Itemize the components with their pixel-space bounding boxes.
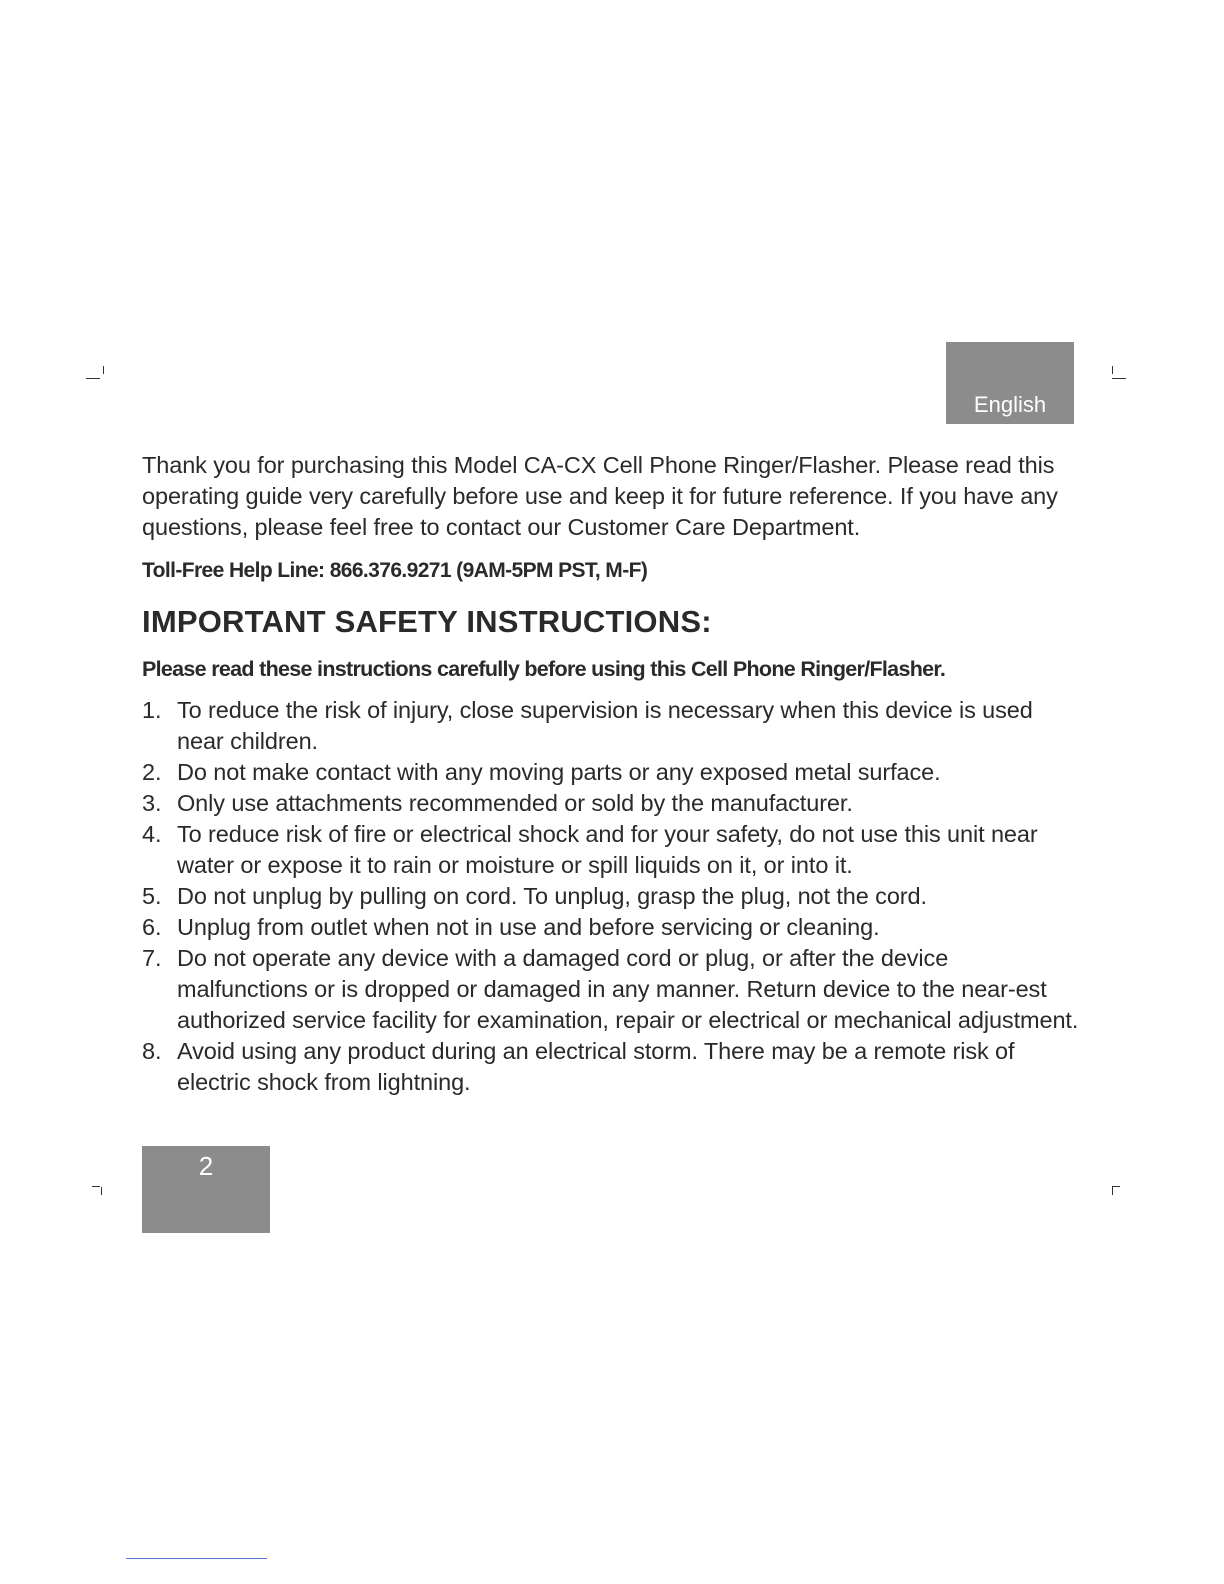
language-tab-label: English: [973, 392, 1047, 417]
list-item-text: To reduce the risk of injury, close supervision is necessary when this device is used near children.: [177, 697, 1033, 754]
intro-paragraph: Thank you for purchasing this Model CA-CX Cell Phone Ringer/Flasher. Please read this operating guide very carefully before use and keep it for future reference. If you have any questions, please feel free to contact our Customer Care Department.: [142, 452, 1058, 540]
list-item: [142, 881, 1082, 912]
list-item-text: Do not unplug by pulling on cord. To unplug, grasp the plug, not the cord.: [177, 883, 927, 909]
list-item: [142, 757, 1082, 788]
list-item: [142, 819, 1082, 881]
language-tab: [946, 342, 1074, 424]
list-item-text: Only use attachments recommended or sold by the manufacturer.: [177, 790, 853, 816]
list-item: [142, 695, 1082, 757]
list-item-text: To reduce risk of fire or electrical shock and for your safety, do not use this unit near water or expose it to rain or moisture or spill liquids on it, or into it.: [177, 821, 1038, 878]
list-item-number: 2.: [142, 759, 162, 785]
safety-instructions-list: [142, 695, 1082, 1098]
list-item-number: 4.: [142, 821, 162, 847]
list-item-text: Do not operate any device with a damaged cord or plug, or after the device malfunctions or is dropped or damaged in any manner. Return device to the near-est authorized service facility for examination, repair or electrical or mechanical adjustment.: [177, 945, 1079, 1033]
list-item-text: Do not make contact with any moving parts or any exposed metal surface.: [177, 759, 941, 785]
list-item-number: 5.: [142, 883, 162, 909]
crop-mark-top-right: [1112, 368, 1126, 379]
bottom-rule: [126, 1558, 267, 1559]
list-item: [142, 1036, 1082, 1098]
page-number-tab: [142, 1146, 270, 1233]
crop-mark-top-left: [86, 368, 100, 379]
crop-mark-bottom-left: [92, 1186, 100, 1197]
list-item-number: 6.: [142, 914, 162, 940]
safety-subheading: Please read these instructions carefully before using this Cell Phone Ringer/Flasher.: [142, 657, 946, 681]
list-item-number: 1.: [142, 697, 162, 723]
list-item-number: 7.: [142, 945, 162, 971]
page-content: [142, 450, 1082, 1098]
helpline: Toll-Free Help Line: 866.376.9271 (9AM-5PM PST, M-F): [142, 559, 648, 582]
list-item: [142, 943, 1082, 1036]
list-item: [142, 788, 1082, 819]
crop-mark-bottom-right: [1112, 1186, 1120, 1197]
safety-heading: IMPORTANT SAFETY INSTRUCTIONS:: [142, 604, 712, 639]
list-item-number: 3.: [142, 790, 162, 816]
list-item-number: 8.: [142, 1038, 162, 1064]
list-item: [142, 912, 1082, 943]
page-number: 2: [198, 1151, 214, 1181]
list-item-text: Unplug from outlet when not in use and before servicing or cleaning.: [177, 914, 880, 940]
list-item-text: Avoid using any product during an electrical storm. There may be a remote risk of electric shock from lightning.: [177, 1038, 1015, 1095]
